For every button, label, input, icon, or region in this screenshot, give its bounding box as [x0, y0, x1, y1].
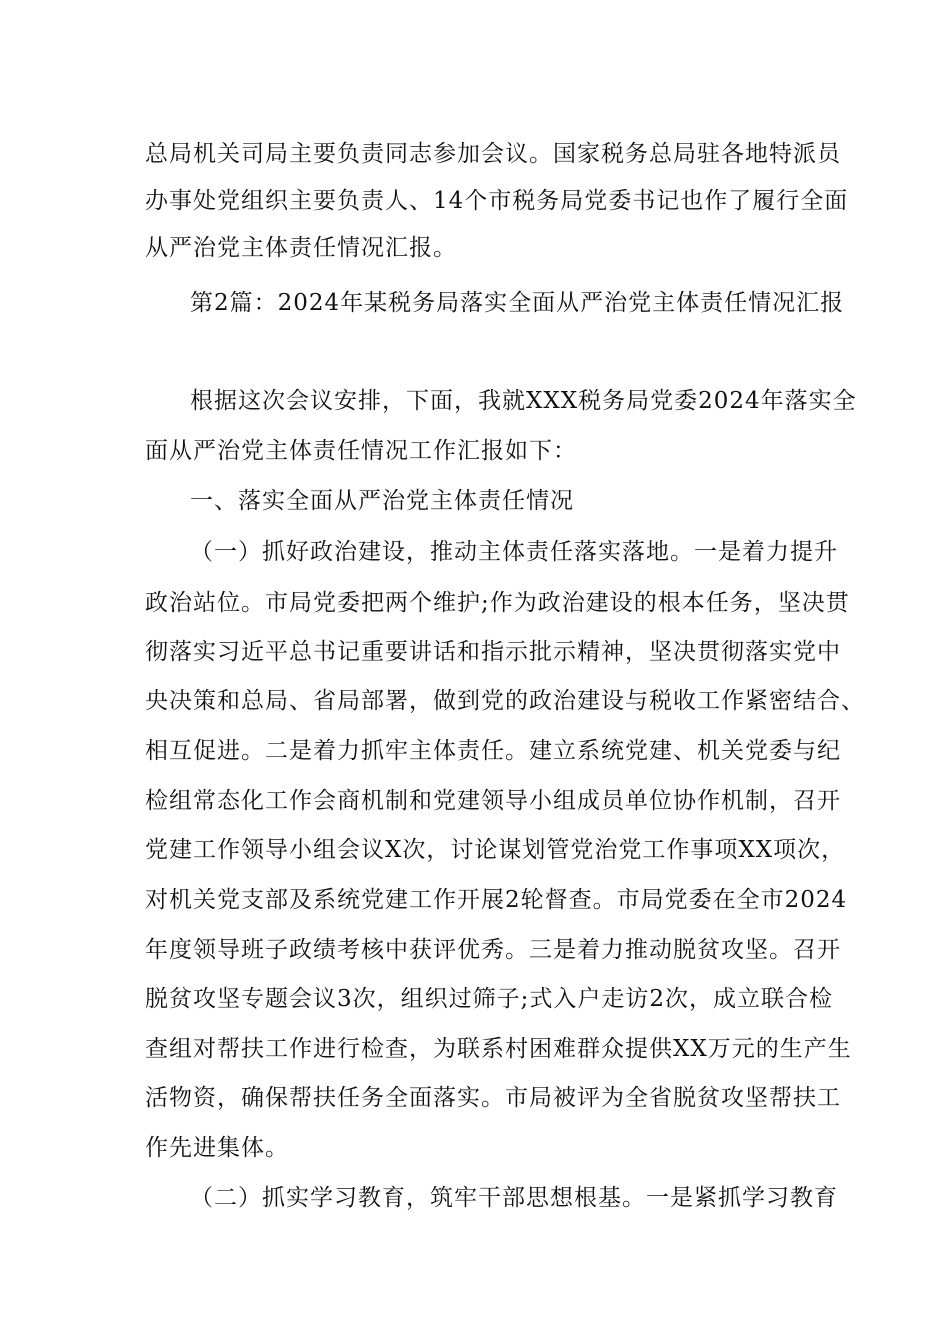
- text-line: 对机关党支部及系统党建工作开展2轮督查。市局党委在全市2024: [145, 887, 848, 913]
- text-line: 从严治党主体责任情况汇报。: [145, 235, 457, 261]
- subsection-heading: 一、落实全面从严治党主体责任情况: [190, 488, 574, 514]
- text-line: 相互促进。二是着力抓牢主体责任。建立系统党建、机关党委与纪: [145, 738, 841, 764]
- text-line: 彻落实习近平总书记重要讲话和指示批示精神，坚决贯彻落实党中: [145, 639, 841, 665]
- text-line: （二）抓实学习教育，筑牢干部思想根基。一是紧抓学习教育: [190, 1185, 838, 1211]
- text-line: 面从严治党主体责任情况工作汇报如下：: [145, 438, 577, 464]
- text-line: 根据这次会议安排，下面，我就XXX税务局党委2024年落实全: [190, 388, 857, 414]
- text-line: 脱贫攻坚专题会议3次，组织过筛子;式入户走访2次，成立联合检: [145, 986, 834, 1012]
- text-line: 查组对帮扶工作进行检查，为联系村困难群众提供XX万元的生产生: [145, 1036, 852, 1062]
- text-line: 办事处党组织主要负责人、14个市税务局党委书记也作了履行全面: [145, 188, 849, 214]
- text-line: 政治站位。市局党委把两个维护;作为政治建设的根本任务，坚决贯: [145, 590, 850, 616]
- text-line: 活物资，确保帮扶任务全面落实。市局被评为全省脱贫攻坚帮扶工: [145, 1085, 841, 1111]
- text-line: 央决策和总局、省局部署，做到党的政治建设与税收工作紧密结合、: [145, 688, 865, 714]
- text-line: 作先进集体。: [145, 1135, 289, 1161]
- text-line: 总局机关司局主要负责同志参加会议。国家税务总局驻各地特派员: [145, 141, 841, 167]
- text-line: 党建工作领导小组会议X次，讨论谋划管党治党工作事项XX项次，: [145, 837, 846, 863]
- text-line: 年度领导班子政绩考核中获评优秀。三是着力推动脱贫攻坚。召开: [145, 937, 841, 963]
- section-heading: 第2篇：2024年某税务局落实全面从严治党主体责任情况汇报: [190, 290, 845, 316]
- text-line: （一）抓好政治建设，推动主体责任落实落地。一是着力提升: [190, 539, 838, 565]
- text-line: 检组常态化工作会商机制和党建领导小组成员单位协作机制，召开: [145, 788, 841, 814]
